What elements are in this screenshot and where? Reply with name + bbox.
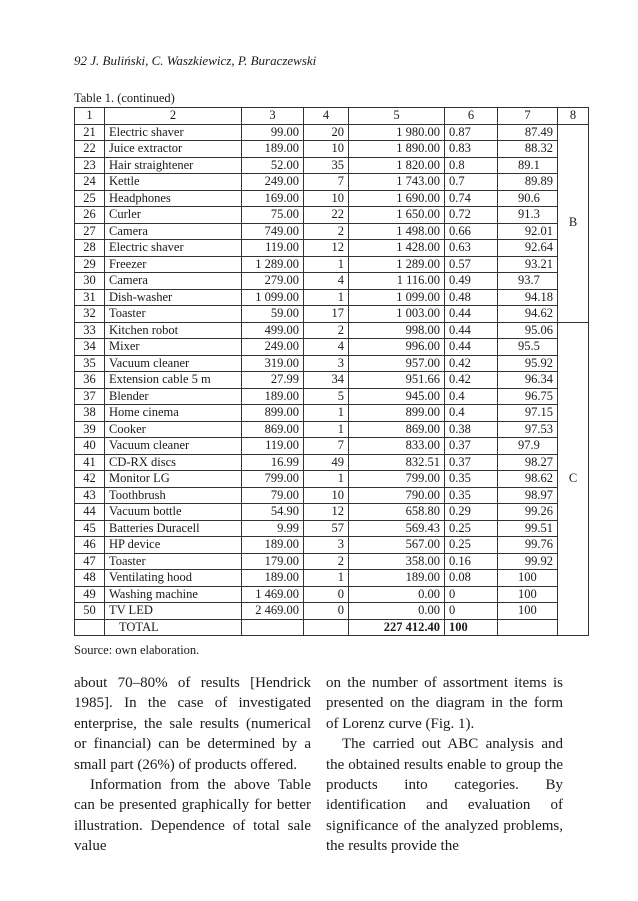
table-cell: 38 [75,405,105,422]
table-cell: 26 [75,207,105,224]
table-cell: 12 [304,504,349,521]
table-cell: 48 [75,570,105,587]
table-cell: 12 [304,240,349,257]
table-cell: 249.00 [242,174,304,191]
table-cell: 899.00 [349,405,445,422]
table-cell: 189.00 [242,141,304,158]
table-cell: 0.57 [445,256,498,273]
header-cell: 7 [498,108,558,125]
table-cell: 95.5 [498,339,558,356]
table-cell: 119.00 [242,240,304,257]
table-cell: 9.99 [242,520,304,537]
table-cell: Batteries Duracell [105,520,242,537]
table-cell: 97.53 [498,421,558,438]
table-cell: 0.8 [445,157,498,174]
table-cell: 99.76 [498,537,558,554]
table-cell: 4 [304,273,349,290]
table-cell: 50 [75,603,105,620]
table-cell: 0 [445,586,498,603]
paragraph: Information from the above Table can be presented graphically for better illustration. Dependence of total sale value [74,777,311,855]
table-cell: 49 [304,454,349,471]
group-label-b: B [558,124,589,322]
table-cell: 20 [304,124,349,141]
table-body [75,124,589,636]
table-cell: 96.34 [498,372,558,389]
table-cell: Washing machine [105,586,242,603]
table-cell: 10 [304,141,349,158]
table-cell: Juice extractor [105,141,242,158]
table-row [75,421,589,438]
table-cell: 54.90 [242,504,304,521]
table-cell: 832.51 [349,454,445,471]
table-cell: 33 [75,322,105,339]
table-cell: 10 [304,190,349,207]
table-cell: 97.15 [498,405,558,422]
table-cell: 90.6 [498,190,558,207]
table-cell: 1 [304,471,349,488]
table-cell: 46 [75,537,105,554]
table-row [75,603,589,620]
table-cell: 34 [75,339,105,356]
table-cell: Toaster [105,553,242,570]
table-cell: Monitor LG [105,471,242,488]
table-cell: 37 [75,388,105,405]
table-cell: 2 469.00 [242,603,304,620]
table-cell: 499.00 [242,322,304,339]
table-cell: 0.29 [445,504,498,521]
table-cell: 22 [75,141,105,158]
table-cell: 98.27 [498,454,558,471]
table-row [75,322,589,339]
table-cell: 1 289.00 [242,256,304,273]
table-cell: 2 [304,223,349,240]
table-cell: 52.00 [242,157,304,174]
table-cell: 0 [445,603,498,620]
table-cell: 567.00 [349,537,445,554]
header-cell: 6 [445,108,498,125]
table-cell: 799.00 [349,471,445,488]
table-cell: 98.97 [498,487,558,504]
table-row [75,174,589,191]
table-cell: 44 [75,504,105,521]
table-cell: Curler [105,207,242,224]
table-cell: 0.08 [445,570,498,587]
table-cell: 30 [75,273,105,290]
table-cell: 100 [498,570,558,587]
table-cell: 100 [498,586,558,603]
table-cell: TV LED [105,603,242,620]
total-percent: 100 [445,619,498,636]
table-cell: 3 [304,537,349,554]
table-cell: 1 498.00 [349,223,445,240]
table-cell: 1 116.00 [349,273,445,290]
table-cell: 3 [304,355,349,372]
table-cell: 1 [304,570,349,587]
table-cell: 319.00 [242,355,304,372]
table-cell: Vacuum cleaner [105,438,242,455]
table-cell-empty [242,619,304,636]
table-cell: Mixer [105,339,242,356]
table-cell: 87.49 [498,124,558,141]
table-cell: Ventilating hood [105,570,242,587]
table-cell: 36 [75,372,105,389]
table-row [75,223,589,240]
table-cell: 0.72 [445,207,498,224]
table-cell: 0.00 [349,603,445,620]
table-cell: 4 [304,339,349,356]
table-cell: 998.00 [349,322,445,339]
table-cell: 0.35 [445,487,498,504]
table-cell: 89.1 [498,157,558,174]
table-cell: 0.42 [445,355,498,372]
table-cell: 32 [75,306,105,323]
table-cell: 0.16 [445,553,498,570]
table-cell: 358.00 [349,553,445,570]
header-cell: 5 [349,108,445,125]
table-cell: 1 690.00 [349,190,445,207]
table-cell: 1 [304,256,349,273]
table-cell: Vacuum cleaner [105,355,242,372]
table-cell: 47 [75,553,105,570]
table-cell: 749.00 [242,223,304,240]
table-cell: 1 099.00 [349,289,445,306]
table-row [75,537,589,554]
table-cell: 27 [75,223,105,240]
table-cell: 0.49 [445,273,498,290]
table-row [75,355,589,372]
table-cell: 1 890.00 [349,141,445,158]
table-cell: Kettle [105,174,242,191]
table-cell: 92.64 [498,240,558,257]
table-row [75,520,589,537]
table-cell: 0.44 [445,322,498,339]
paragraph: about 70–80% of results [Hendrick 1985]. In the case of investigated enterprise, the sale results (numerical or financial) can be determined by a small part (26%) of products offered. [74,675,311,773]
table-cell: 0.63 [445,240,498,257]
table-cell: 40 [75,438,105,455]
table-cell: 100 [498,603,558,620]
table-cell: 94.18 [498,289,558,306]
total-label: TOTAL [105,619,242,636]
table-cell: 2 [304,553,349,570]
table-cell: 0.37 [445,454,498,471]
table-cell-empty [75,619,105,636]
table-cell: 25 [75,190,105,207]
table-cell: 24 [75,174,105,191]
table-row [75,157,589,174]
table-cell: 1 650.00 [349,207,445,224]
table-cell: 0.37 [445,438,498,455]
table-cell: 79.00 [242,487,304,504]
table-cell: 34 [304,372,349,389]
table-cell: 1 428.00 [349,240,445,257]
table-cell: Electric shaver [105,240,242,257]
table-cell: 957.00 [349,355,445,372]
table-cell: 1 [304,421,349,438]
table-cell: 22 [304,207,349,224]
table-cell: 790.00 [349,487,445,504]
table-cell: 0.66 [445,223,498,240]
table-row [75,240,589,257]
running-head: 92 J. Buliński, C. Waszkiewicz, P. Buraczewski [74,53,317,68]
table-cell: 0.44 [445,339,498,356]
table-cell: 5 [304,388,349,405]
table-row [75,289,589,306]
body-text-right-column [326,673,563,857]
body-text-left-column [74,673,311,857]
table-cell: Toaster [105,306,242,323]
table-cell: 27.99 [242,372,304,389]
table-cell: 189.00 [242,537,304,554]
table-cell: Electric shaver [105,124,242,141]
table-row [75,190,589,207]
table-cell: 189.00 [242,570,304,587]
table-cell: 91.3 [498,207,558,224]
table-cell: 16.99 [242,454,304,471]
table-cell: 99.92 [498,553,558,570]
table-cell: 0.87 [445,124,498,141]
table-cell: 45 [75,520,105,537]
table-cell: 0.4 [445,405,498,422]
table-row [75,586,589,603]
table-row [75,405,589,422]
table-cell: 1 [304,289,349,306]
table-row [75,256,589,273]
table-cell: HP device [105,537,242,554]
table-cell: 17 [304,306,349,323]
table-cell: 945.00 [349,388,445,405]
table-cell: 98.62 [498,471,558,488]
table-cell: 0.00 [349,586,445,603]
table-cell: 59.00 [242,306,304,323]
table-cell: 88.32 [498,141,558,158]
table-row [75,438,589,455]
table-cell: 0 [304,586,349,603]
table-row [75,372,589,389]
table-cell: 0.48 [445,289,498,306]
table-cell: CD-RX discs [105,454,242,471]
table-cell: 35 [75,355,105,372]
table-cell: Extension cable 5 m [105,372,242,389]
table-cell: 0.25 [445,537,498,554]
table-cell: 10 [304,487,349,504]
table-cell: 249.00 [242,339,304,356]
header-cell: 3 [242,108,304,125]
table-cell: 169.00 [242,190,304,207]
table-cell: Vacuum bottle [105,504,242,521]
table-cell: 833.00 [349,438,445,455]
table-cell: 75.00 [242,207,304,224]
table-cell: Cooker [105,421,242,438]
table-cell: 43 [75,487,105,504]
table-row [75,306,589,323]
table-row [75,454,589,471]
table-total-row [75,619,589,636]
table-cell: 39 [75,421,105,438]
table-cell: 279.00 [242,273,304,290]
header-cell: 1 [75,108,105,125]
table-header-row [75,108,589,125]
table-cell: 0.44 [445,306,498,323]
table-cell: Dish-washer [105,289,242,306]
table-cell: 0.35 [445,471,498,488]
table-row [75,141,589,158]
paragraph: on the number of assortment items is presented on the diagram in the form of Lorenz curve (Fig. 1). [326,675,563,732]
table-cell-empty [498,619,558,636]
table-cell: Kitchen robot [105,322,242,339]
table-row [75,388,589,405]
table-cell: 99.51 [498,520,558,537]
table-cell: 0.42 [445,372,498,389]
table-cell: 7 [304,174,349,191]
table-cell-empty [304,619,349,636]
data-table [74,107,589,636]
table-cell: 0.74 [445,190,498,207]
table-cell: 1 743.00 [349,174,445,191]
table-row [75,124,589,141]
table-cell: 1 099.00 [242,289,304,306]
table-cell: 28 [75,240,105,257]
table-cell: Blender [105,388,242,405]
table-cell: 179.00 [242,553,304,570]
table-source-note: Source: own elaboration. [74,643,200,657]
table-cell: 89.89 [498,174,558,191]
table-cell: 0.83 [445,141,498,158]
table-cell: 1 [304,405,349,422]
table-cell: 951.66 [349,372,445,389]
table-row [75,339,589,356]
table-cell: 94.62 [498,306,558,323]
table-cell: 869.00 [242,421,304,438]
table-cell: 119.00 [242,438,304,455]
table-cell: 0.7 [445,174,498,191]
table-cell: 31 [75,289,105,306]
table-row [75,487,589,504]
table-caption: Table 1. (continued) [74,91,175,105]
table-cell: 0 [304,603,349,620]
table-cell: 1 469.00 [242,586,304,603]
table-cell: 99.00 [242,124,304,141]
header-cell: 2 [105,108,242,125]
total-value: 227 412.40 [349,619,445,636]
table-cell: 93.7 [498,273,558,290]
table-cell: 569.43 [349,520,445,537]
table-cell: 658.80 [349,504,445,521]
table-cell: 95.06 [498,322,558,339]
table-cell: 97.9 [498,438,558,455]
header-cell: 4 [304,108,349,125]
table-cell: 7 [304,438,349,455]
table-row [75,471,589,488]
table-cell: Hair straightener [105,157,242,174]
table-cell: Freezer [105,256,242,273]
table-cell: 869.00 [349,421,445,438]
table-cell: 189.00 [349,570,445,587]
table-cell: 92.01 [498,223,558,240]
table-cell: 1 820.00 [349,157,445,174]
group-label-c: C [558,322,589,636]
table-cell: 2 [304,322,349,339]
table-row [75,504,589,521]
table-cell: 21 [75,124,105,141]
header-cell: 8 [558,108,589,125]
table-cell: Home cinema [105,405,242,422]
table-cell: 1 289.00 [349,256,445,273]
paragraph: The carried out ABC analysis and the obtained results enable to group the products into categories. By identification and evaluation of significance of the analyzed problems, the results provide the [326,736,563,855]
table-cell: 57 [304,520,349,537]
table-cell: 899.00 [242,405,304,422]
table-cell: 99.26 [498,504,558,521]
table-cell: 41 [75,454,105,471]
table-cell: Camera [105,223,242,240]
table-cell: 49 [75,586,105,603]
table-cell: 95.92 [498,355,558,372]
table-row [75,273,589,290]
table-row [75,570,589,587]
table-row [75,553,589,570]
table-row [75,207,589,224]
table-cell: Camera [105,273,242,290]
table-cell: 93.21 [498,256,558,273]
table-cell: 23 [75,157,105,174]
table-cell: 996.00 [349,339,445,356]
table-cell: 799.00 [242,471,304,488]
table-cell: 42 [75,471,105,488]
table-cell: 96.75 [498,388,558,405]
table-cell: 29 [75,256,105,273]
table-cell: Toothbrush [105,487,242,504]
table-cell: Headphones [105,190,242,207]
table-cell: 0.38 [445,421,498,438]
table-cell: 0.25 [445,520,498,537]
table-cell: 189.00 [242,388,304,405]
table-cell: 35 [304,157,349,174]
table-cell: 1 980.00 [349,124,445,141]
table-cell: 1 003.00 [349,306,445,323]
table-cell: 0.4 [445,388,498,405]
